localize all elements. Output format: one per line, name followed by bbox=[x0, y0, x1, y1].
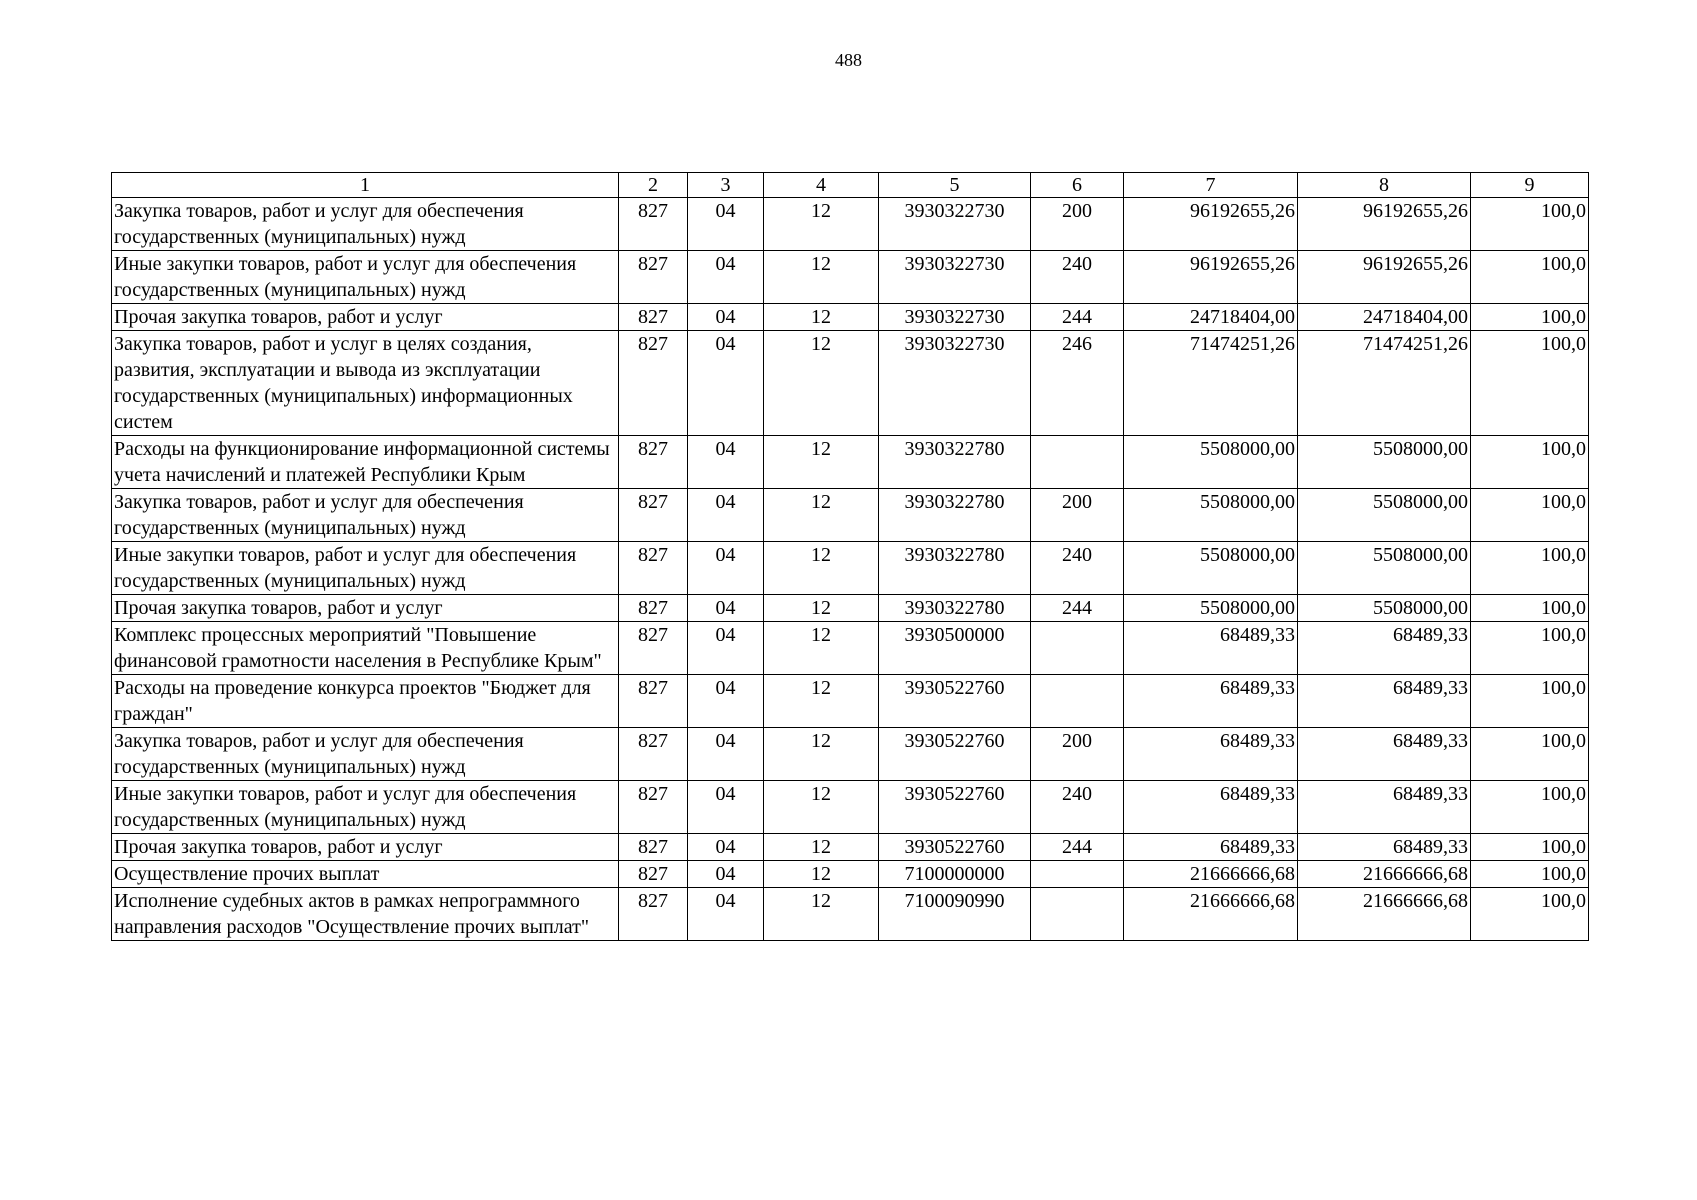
expense-type-cell bbox=[1031, 436, 1124, 489]
target-article-cell: 3930522760 bbox=[879, 675, 1031, 728]
table-row bbox=[112, 489, 1589, 542]
execution-percent-cell: 100,0 bbox=[1471, 728, 1589, 781]
subsection-code-cell: 12 bbox=[764, 888, 879, 941]
subsection-code-cell: 12 bbox=[764, 304, 879, 331]
ministry-code-cell: 827 bbox=[619, 888, 688, 941]
header-cell-5: 5 bbox=[879, 173, 1031, 198]
table-row bbox=[112, 888, 1589, 941]
section-code-cell: 04 bbox=[688, 489, 764, 542]
subsection-code-cell: 12 bbox=[764, 861, 879, 888]
section-code-cell: 04 bbox=[688, 728, 764, 781]
header-cell-8: 8 bbox=[1298, 173, 1471, 198]
expense-type-cell: 200 bbox=[1031, 728, 1124, 781]
planned-amount-cell: 5508000,00 bbox=[1124, 436, 1298, 489]
header-cell-9: 9 bbox=[1471, 173, 1589, 198]
table-row bbox=[112, 304, 1589, 331]
row-name-cell: Закупка товаров, работ и услуг для обеспечения государственных (муниципальных) нужд bbox=[112, 198, 619, 251]
expense-type-cell: 244 bbox=[1031, 304, 1124, 331]
execution-percent-cell: 100,0 bbox=[1471, 331, 1589, 436]
row-name-cell: Расходы на функционирование информационной системы учета начислений и платежей Республики Крым bbox=[112, 436, 619, 489]
target-article-cell: 3930522760 bbox=[879, 781, 1031, 834]
ministry-code-cell: 827 bbox=[619, 595, 688, 622]
subsection-code-cell: 12 bbox=[764, 834, 879, 861]
section-code-cell: 04 bbox=[688, 595, 764, 622]
target-article-cell: 3930322730 bbox=[879, 331, 1031, 436]
expense-type-cell: 200 bbox=[1031, 198, 1124, 251]
header-cell-4: 4 bbox=[764, 173, 879, 198]
row-name-cell: Исполнение судебных актов в рамках непрограммного направления расходов "Осуществление прочих выплат" bbox=[112, 888, 619, 941]
planned-amount-cell: 68489,33 bbox=[1124, 622, 1298, 675]
planned-amount-cell: 96192655,26 bbox=[1124, 198, 1298, 251]
header-cell-6: 6 bbox=[1031, 173, 1124, 198]
planned-amount-cell: 68489,33 bbox=[1124, 728, 1298, 781]
target-article-cell: 7100000000 bbox=[879, 861, 1031, 888]
planned-amount-cell: 68489,33 bbox=[1124, 834, 1298, 861]
table-row bbox=[112, 728, 1589, 781]
expense-type-cell bbox=[1031, 622, 1124, 675]
executed-amount-cell: 68489,33 bbox=[1298, 728, 1471, 781]
row-name-cell: Закупка товаров, работ и услуг для обеспечения государственных (муниципальных) нужд bbox=[112, 728, 619, 781]
ministry-code-cell: 827 bbox=[619, 331, 688, 436]
target-article-cell: 3930522760 bbox=[879, 834, 1031, 861]
row-name-cell: Прочая закупка товаров, работ и услуг bbox=[112, 595, 619, 622]
target-article-cell: 7100090990 bbox=[879, 888, 1031, 941]
subsection-code-cell: 12 bbox=[764, 622, 879, 675]
execution-percent-cell: 100,0 bbox=[1471, 861, 1589, 888]
ministry-code-cell: 827 bbox=[619, 675, 688, 728]
ministry-code-cell: 827 bbox=[619, 542, 688, 595]
executed-amount-cell: 68489,33 bbox=[1298, 622, 1471, 675]
row-name-cell: Комплекс процессных мероприятий "Повышение финансовой грамотности населения в Республике Крым" bbox=[112, 622, 619, 675]
subsection-code-cell: 12 bbox=[764, 542, 879, 595]
planned-amount-cell: 21666666,68 bbox=[1124, 888, 1298, 941]
executed-amount-cell: 71474251,26 bbox=[1298, 331, 1471, 436]
execution-percent-cell: 100,0 bbox=[1471, 489, 1589, 542]
page-number: 488 bbox=[835, 50, 862, 70]
subsection-code-cell: 12 bbox=[764, 436, 879, 489]
header-cell-1: 1 bbox=[112, 173, 619, 198]
execution-percent-cell: 100,0 bbox=[1471, 888, 1589, 941]
planned-amount-cell: 5508000,00 bbox=[1124, 489, 1298, 542]
target-article-cell: 3930322730 bbox=[879, 198, 1031, 251]
section-code-cell: 04 bbox=[688, 251, 764, 304]
row-name-cell: Иные закупки товаров, работ и услуг для обеспечения государственных (муниципальных) нужд bbox=[112, 781, 619, 834]
subsection-code-cell: 12 bbox=[764, 331, 879, 436]
table-row bbox=[112, 436, 1589, 489]
target-article-cell: 3930500000 bbox=[879, 622, 1031, 675]
execution-percent-cell: 100,0 bbox=[1471, 304, 1589, 331]
execution-percent-cell: 100,0 bbox=[1471, 198, 1589, 251]
ministry-code-cell: 827 bbox=[619, 728, 688, 781]
ministry-code-cell: 827 bbox=[619, 436, 688, 489]
row-name-cell: Иные закупки товаров, работ и услуг для обеспечения государственных (муниципальных) нужд bbox=[112, 251, 619, 304]
execution-percent-cell: 100,0 bbox=[1471, 595, 1589, 622]
section-code-cell: 04 bbox=[688, 834, 764, 861]
section-code-cell: 04 bbox=[688, 888, 764, 941]
row-name-cell: Закупка товаров, работ и услуг в целях создания, развития, эксплуатации и вывода из эксплуатации государственных (муниципальных) информационных систем bbox=[112, 331, 619, 436]
row-name-cell: Иные закупки товаров, работ и услуг для обеспечения государственных (муниципальных) нужд bbox=[112, 542, 619, 595]
section-code-cell: 04 bbox=[688, 331, 764, 436]
expense-type-cell: 240 bbox=[1031, 542, 1124, 595]
planned-amount-cell: 24718404,00 bbox=[1124, 304, 1298, 331]
expense-type-cell bbox=[1031, 675, 1124, 728]
ministry-code-cell: 827 bbox=[619, 781, 688, 834]
planned-amount-cell: 96192655,26 bbox=[1124, 251, 1298, 304]
section-code-cell: 04 bbox=[688, 622, 764, 675]
row-name-cell: Закупка товаров, работ и услуг для обеспечения государственных (муниципальных) нужд bbox=[112, 489, 619, 542]
header-cell-2: 2 bbox=[619, 173, 688, 198]
subsection-code-cell: 12 bbox=[764, 781, 879, 834]
planned-amount-cell: 68489,33 bbox=[1124, 675, 1298, 728]
table-row bbox=[112, 542, 1589, 595]
row-name-cell: Прочая закупка товаров, работ и услуг bbox=[112, 834, 619, 861]
execution-percent-cell: 100,0 bbox=[1471, 436, 1589, 489]
expense-type-cell: 244 bbox=[1031, 595, 1124, 622]
section-code-cell: 04 bbox=[688, 198, 764, 251]
table-row bbox=[112, 622, 1589, 675]
execution-percent-cell: 100,0 bbox=[1471, 675, 1589, 728]
row-name-cell: Расходы на проведение конкурса проектов "Бюджет для граждан" bbox=[112, 675, 619, 728]
table-row bbox=[112, 251, 1589, 304]
subsection-code-cell: 12 bbox=[764, 595, 879, 622]
planned-amount-cell: 21666666,68 bbox=[1124, 861, 1298, 888]
ministry-code-cell: 827 bbox=[619, 622, 688, 675]
ministry-code-cell: 827 bbox=[619, 834, 688, 861]
row-name-cell: Прочая закупка товаров, работ и услуг bbox=[112, 304, 619, 331]
table-row bbox=[112, 834, 1589, 861]
subsection-code-cell: 12 bbox=[764, 198, 879, 251]
ministry-code-cell: 827 bbox=[619, 489, 688, 542]
execution-percent-cell: 100,0 bbox=[1471, 781, 1589, 834]
executed-amount-cell: 5508000,00 bbox=[1298, 489, 1471, 542]
executed-amount-cell: 68489,33 bbox=[1298, 781, 1471, 834]
table-row bbox=[112, 331, 1589, 436]
planned-amount-cell: 5508000,00 bbox=[1124, 595, 1298, 622]
target-article-cell: 3930522760 bbox=[879, 728, 1031, 781]
executed-amount-cell: 96192655,26 bbox=[1298, 198, 1471, 251]
expense-type-cell: 246 bbox=[1031, 331, 1124, 436]
executed-amount-cell: 5508000,00 bbox=[1298, 542, 1471, 595]
execution-percent-cell: 100,0 bbox=[1471, 622, 1589, 675]
section-code-cell: 04 bbox=[688, 542, 764, 595]
expense-type-cell: 244 bbox=[1031, 834, 1124, 861]
table-row bbox=[112, 675, 1589, 728]
executed-amount-cell: 96192655,26 bbox=[1298, 251, 1471, 304]
table-row bbox=[112, 861, 1589, 888]
table-row bbox=[112, 595, 1589, 622]
expense-type-cell: 240 bbox=[1031, 251, 1124, 304]
budget-table bbox=[111, 172, 1589, 941]
executed-amount-cell: 68489,33 bbox=[1298, 834, 1471, 861]
section-code-cell: 04 bbox=[688, 436, 764, 489]
ministry-code-cell: 827 bbox=[619, 198, 688, 251]
subsection-code-cell: 12 bbox=[764, 728, 879, 781]
ministry-code-cell: 827 bbox=[619, 251, 688, 304]
subsection-code-cell: 12 bbox=[764, 489, 879, 542]
executed-amount-cell: 24718404,00 bbox=[1298, 304, 1471, 331]
execution-percent-cell: 100,0 bbox=[1471, 834, 1589, 861]
executed-amount-cell: 21666666,68 bbox=[1298, 861, 1471, 888]
execution-percent-cell: 100,0 bbox=[1471, 542, 1589, 595]
target-article-cell: 3930322780 bbox=[879, 542, 1031, 595]
section-code-cell: 04 bbox=[688, 861, 764, 888]
ministry-code-cell: 827 bbox=[619, 861, 688, 888]
expense-type-cell bbox=[1031, 888, 1124, 941]
header-cell-3: 3 bbox=[688, 173, 764, 198]
target-article-cell: 3930322730 bbox=[879, 251, 1031, 304]
ministry-code-cell: 827 bbox=[619, 304, 688, 331]
expense-type-cell: 200 bbox=[1031, 489, 1124, 542]
target-article-cell: 3930322780 bbox=[879, 595, 1031, 622]
section-code-cell: 04 bbox=[688, 675, 764, 728]
target-article-cell: 3930322780 bbox=[879, 489, 1031, 542]
section-code-cell: 04 bbox=[688, 781, 764, 834]
executed-amount-cell: 5508000,00 bbox=[1298, 595, 1471, 622]
planned-amount-cell: 5508000,00 bbox=[1124, 542, 1298, 595]
header-cell-7: 7 bbox=[1124, 173, 1298, 198]
expense-type-cell: 240 bbox=[1031, 781, 1124, 834]
expense-type-cell bbox=[1031, 861, 1124, 888]
subsection-code-cell: 12 bbox=[764, 251, 879, 304]
execution-percent-cell: 100,0 bbox=[1471, 251, 1589, 304]
table-row bbox=[112, 781, 1589, 834]
section-code-cell: 04 bbox=[688, 304, 764, 331]
target-article-cell: 3930322730 bbox=[879, 304, 1031, 331]
executed-amount-cell: 68489,33 bbox=[1298, 675, 1471, 728]
planned-amount-cell: 71474251,26 bbox=[1124, 331, 1298, 436]
executed-amount-cell: 21666666,68 bbox=[1298, 888, 1471, 941]
header-row bbox=[112, 173, 1589, 198]
subsection-code-cell: 12 bbox=[764, 675, 879, 728]
planned-amount-cell: 68489,33 bbox=[1124, 781, 1298, 834]
row-name-cell: Осуществление прочих выплат bbox=[112, 861, 619, 888]
target-article-cell: 3930322780 bbox=[879, 436, 1031, 489]
executed-amount-cell: 5508000,00 bbox=[1298, 436, 1471, 489]
table-row bbox=[112, 198, 1589, 251]
